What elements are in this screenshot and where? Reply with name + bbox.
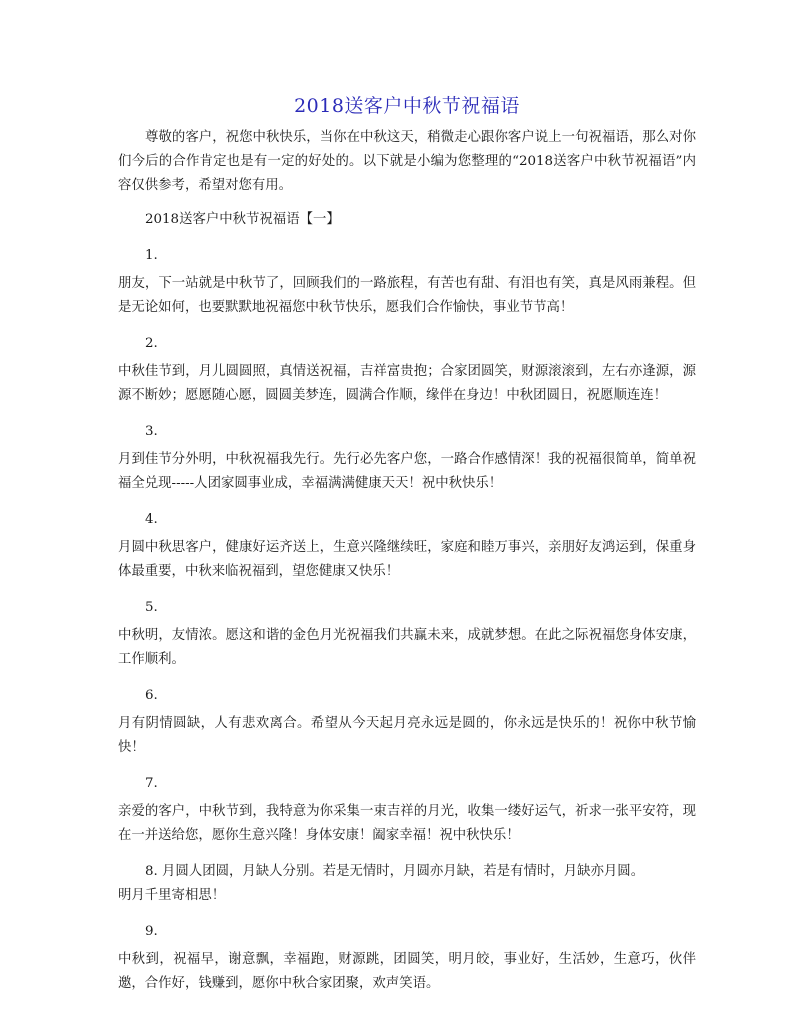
item-text: 中秋明，友情浓。愿这和谐的金色月光祝福我们共赢未来，成就梦想。在此之际祝福您身体安康，工作顺利。 xyxy=(118,628,696,667)
item-number: 9. xyxy=(145,924,158,939)
document-title: 2018送客户中秋节祝福语 xyxy=(294,95,520,117)
list-item xyxy=(118,920,696,996)
item-text: 中秋到，祝福早，谢意飘，幸福跑，财源跳，团圆笑，明月皎，事业好，生活妙，生意巧，伙伴邀，合作好，钱赚到，愿你中秋合家团聚，欢声笑语。 xyxy=(118,952,696,991)
list-item xyxy=(118,684,696,760)
item-text: 朋友，下一站就是中秋节了，回顾我们的一路旅程，有苦也有甜、有泪也有笑，真是风雨兼程。但是无论如何，也要默默地祝福您中秋节快乐，愿我们合作愉快，事业节节高！ xyxy=(118,276,696,315)
item-text: 月圆中秋思客户，健康好运齐送上，生意兴隆继续旺，家庭和睦万事兴，亲朋好友鸿运到，保重身体最重要，中秋来临祝福到，望您健康又快乐！ xyxy=(118,540,696,579)
item-text: 亲爱的客户，中秋节到，我特意为你采集一束吉祥的月光，收集一缕好运气，祈求一张平安符，现在一并送给您，愿你生意兴隆！身体安康！阖家幸福！祝中秋快乐！ xyxy=(118,804,696,843)
intro-paragraph: 尊敬的客户，祝您中秋快乐，当你在中秋这天，稍微走心跟你客户说上一句祝福语，那么对你们今后的合作肯定也是有一定的好处的。以下就是小编为您整理的“2018送客户中秋节祝福语”内容仅供参考，希望对您有用。 xyxy=(118,130,696,193)
item-number: 6. xyxy=(145,688,158,703)
item-number: 5. xyxy=(145,600,158,615)
item-text: 月有阴情圆缺，人有悲欢离合。希望从今天起月亮永远是圆的，你永远是快乐的！祝你中秋节愉快！ xyxy=(118,716,696,755)
item-number: 2. xyxy=(145,336,158,351)
list-item xyxy=(118,596,696,672)
document-page xyxy=(118,92,696,996)
item-text: 中秋佳节到，月儿圆圆照，真情送祝福，吉祥富贵抱；合家团圆笑，财源滚滚到，左右亦逢源，源源不断妙；愿愿随心愿，圆圆美梦连，圆满合作顺，缘伴在身边！中秋团圆日，祝愿顺连连！ xyxy=(118,364,696,403)
list-item xyxy=(118,860,696,908)
list-item xyxy=(118,332,696,408)
list-item xyxy=(118,508,696,584)
list-item xyxy=(118,244,696,320)
item-number: 1. xyxy=(145,248,158,263)
item-text: 月到佳节分外明，中秋祝福我先行。先行必先客户您，一路合作感情深！我的祝福很简单，简单祝福全兑现-----人团家圆事业成，幸福满满健康天天！祝中秋快乐！ xyxy=(118,452,696,491)
item-number: 4. xyxy=(145,512,158,527)
section-heading: 2018送客户中秋节祝福语【一】 xyxy=(145,212,340,227)
item-number: 3. xyxy=(145,424,158,439)
item-text-line-1: 8. 月圆人团圆，月缺人分别。若是无情时，月圆亦月缺，若是有情时，月缺亦月圆。 xyxy=(145,864,645,879)
list-item xyxy=(118,420,696,496)
list-item xyxy=(118,772,696,848)
item-text-line-2: 明月千里寄相思！ xyxy=(118,888,226,903)
item-number: 7. xyxy=(145,776,158,791)
